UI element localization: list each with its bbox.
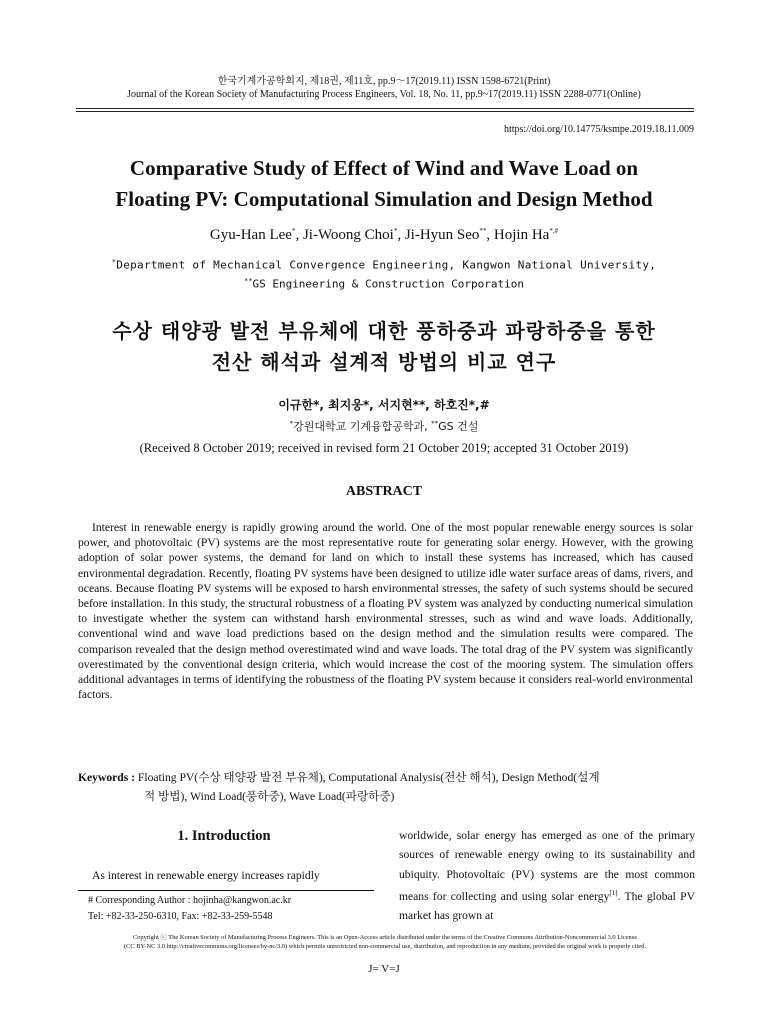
affiliation-2	[0, 277, 768, 291]
intro-text-part: worldwide, solar energy has emerged as one of the primary sources of renewable energy owing to its sustainability and ubiquity. Photovoltaic (PV) systems are the most common means for collecting and using solar energy	[399, 829, 695, 903]
abstract-text: Interest in renewable energy is rapidly growing around the world. One of the most popular renewable energy sources is solar power, and photovoltaic (PV) systems are the most representative route for generating solar energy. However, with the growing adoption of solar power systems, the demand for land on which to install these systems has increased, which has caused environmental degradation. Recently, floating PV systems have been designed to utilize idle water surface areas of dams, rivers, and oceans. Because floating PV systems will be exposed to harsh environmental stresses, the safety of such systems should be secured before installation. In this study, the structural robustness of a floating PV system was analyzed by conducting numerical simulation to investigate whether the system can withstand harsh environmental stresses, such as wind and wave loads. Additionally, conventional wind and wave load predictions based on the design method and the simulation results were compared. The comparison revealed that the design method overestimated wind and wave loads. The total drag of the PV system was significantly overestimated by the conventional design criteria, which would increase the cost of the mooring system. The simulation offers additional advantages in terms of identifying the robustness of the floating PV system because it considers real-world environmental factors.	[78, 521, 693, 702]
title-line-1: Comparative Study of Effect of Wind and Wave Load on	[129, 156, 639, 180]
journal-header-korean: 한국기계가공학회지, 제18권, 제11호, pp.9～17(2019.11) ISSN 1598-6721(Print)	[217, 76, 551, 87]
affil-mark: **	[244, 277, 253, 285]
keywords-line-1: Floating PV(수상 태양광 발전 부유체), Computational Analysis(전산 해석), Design Method(설계	[137, 771, 600, 784]
affil-mark: **	[431, 419, 439, 428]
intro-right-text	[399, 826, 695, 925]
affil-text: Department of Mechanical Convergence Engineering, Kangwon National University,	[116, 258, 657, 272]
journal-header-english: Journal of the Korean Society of Manufacturing Process Engineers, Vol. 18, No. 11, pp.9~17(2019.11) ISSN 2288-0771(Online)	[127, 89, 641, 100]
korean-author-list: 이규한*, 최지웅*, 서지현**, 하호진*,#	[278, 398, 490, 412]
keywords-label: Keywords :	[78, 771, 135, 784]
korean-title-line-2: 전산 해석과 설계적 방법의 비교 연구	[211, 350, 557, 374]
keywords-block	[78, 768, 696, 806]
author-mark: *	[393, 227, 398, 235]
affil-text: GS Engineering & Construction Corporation	[252, 277, 524, 291]
copyright-notice	[74, 933, 696, 951]
title-line-2: Floating PV: Computational Simulation and Design Method	[115, 187, 653, 211]
korean-title	[0, 316, 768, 378]
footnote-divider	[78, 890, 374, 891]
author-name: Ji-Woong Choi	[302, 227, 394, 243]
copyright-line-1: Copyright ⓒ The Korean Society of Manufacturing Process Engineers. This is an Open-Access article distributed under the terms of the Creative Commons Attribution-Noncommercial 3.0 License	[132, 934, 638, 941]
author-list: Gyu-Han Lee*, Ji-Woong Choi*, Ji-Hyun Seo**, Hojin Ha*,#	[209, 227, 559, 243]
copyright-line-2: (CC BY-NC 3.0 http://creativecommons.org/licenses/by-nc/3.0) which permits unrestricted non-commercial use, distribution, and reproduction in any medium, provided the original work is properly cited.	[123, 943, 647, 950]
author-mark: *	[291, 227, 296, 235]
intro-left-text: As interest in renewable energy increases rapidly	[92, 869, 320, 882]
citation-ref[interactable]: [1]	[609, 888, 618, 897]
corresponding-author-email: # Corresponding Author : hojinha@kangwon.ac.kr	[88, 895, 292, 906]
author-mark: *,#	[549, 227, 559, 235]
author-name: Hojin Ha	[493, 227, 550, 243]
received-dates: (Received 8 October 2019; received in revised form 21 October 2019; accepted 31 October 2019)	[139, 441, 629, 455]
abstract-heading: ABSTRACT	[345, 484, 423, 499]
affil-mark: *	[289, 419, 294, 428]
corresponding-author-phone: Tel: +82-33-250-6310, Fax: +82-33-259-5548	[88, 911, 273, 922]
korean-affiliation	[0, 418, 768, 434]
header-divider	[76, 108, 694, 112]
affil-mark: *	[111, 258, 117, 266]
author-mark: **	[479, 227, 487, 235]
korean-title-line-1: 수상 태양광 발전 부유체에 대한 풍하중과 파랑하중을 통한	[112, 319, 656, 343]
paper-title	[0, 153, 768, 215]
keywords-line-2: 적 방법), Wind Load(풍하중), Wave Load(파랑하중)	[144, 790, 395, 803]
page-number: J= V=J	[368, 963, 400, 975]
section-heading-introduction: 1. Introduction	[177, 828, 271, 844]
doi-link[interactable]: https://doi.org/10.14775/ksmpe.2019.18.11.009	[503, 124, 694, 135]
intro-text-part: . The global PV market has grown at	[399, 889, 695, 923]
affiliation-1	[0, 258, 768, 272]
corresponding-author-footnote	[88, 893, 291, 925]
author-name: Gyu-Han Lee	[209, 227, 292, 243]
author-name: Ji-Hyun Seo	[404, 227, 480, 243]
affil-text: 강원대학교 기계융합공학과,	[293, 420, 432, 433]
affil-text: GS 건설	[438, 420, 479, 433]
